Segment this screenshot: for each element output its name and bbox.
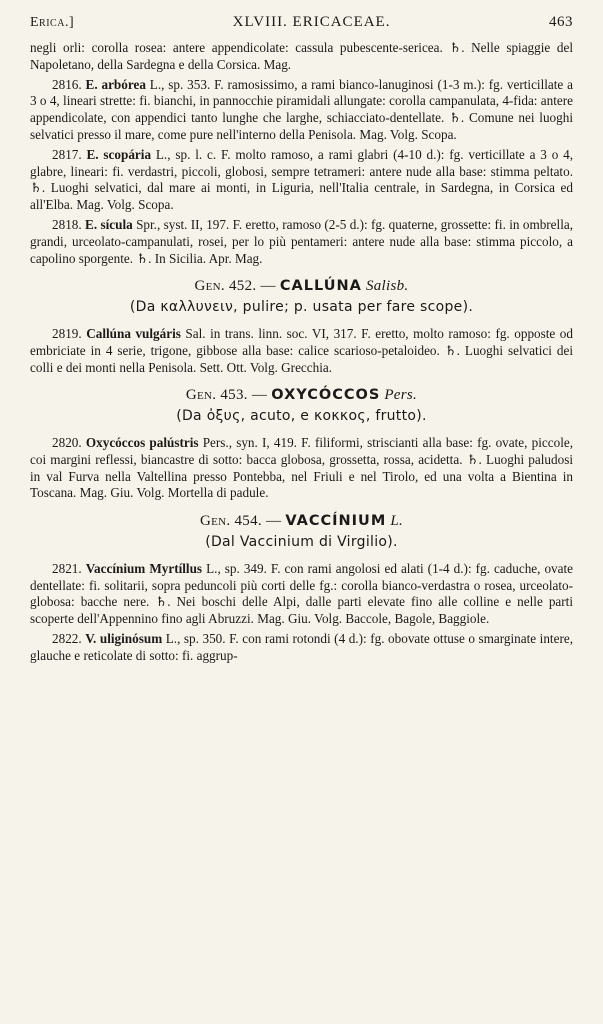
species-description: L., sp. l. c. F. molto ramoso, a rami glabri (4-10 d.): fg. verticillate a 3 o 4, glabre, lineari: fi. verdastri, piccoli, globosi, sempre tetrameri: antere nude alla base: stimma peltato. ♄. Luoghi selvatici, dal mare ai monti, in Liguria, nell'Italia centrale, in Sardegna, in Corsica ed all'Elba. Mag. Volg. Scopa.	[30, 146, 574, 213]
page-number: 463	[549, 14, 573, 30]
genus-dash: —	[266, 513, 282, 530]
species-entry-2822	[30, 631, 573, 665]
running-head	[30, 14, 573, 40]
genus-author: L.	[390, 513, 404, 530]
genus-dash: —	[251, 387, 268, 404]
species-name: V. uliginósum	[85, 630, 163, 646]
body-text	[30, 40, 573, 665]
species-name: E. sícula	[85, 216, 133, 232]
genus-etymology: (Dal Vaccinium di Virgilio).	[205, 533, 398, 550]
species-description: L., sp. 353. F. ramosissimo, a rami bianco-lanuginosi (1-3 m.): fg. verticillate a 3 o 4, lineari strette: fi. bianchi, in pannocchie piramidali allungate: corolla campanulata, 4-fida: antere appendicolate, con appendici tanto lunghe che larghe, schiacciato-dentellate. ♄. Comune nei luoghi selvatici presso il mare, come pure nell'interno della Penisola. Mag. Volg. Scopa.	[30, 76, 573, 142]
genus-heading-vaccinium	[30, 513, 573, 530]
genus-label: Gen. 454.	[199, 513, 262, 530]
species-name: Vaccínium Myrtíllus	[85, 560, 203, 576]
entry-number: 2820.	[52, 434, 82, 450]
entry-number: 2817.	[52, 146, 82, 162]
entry-number: 2821.	[52, 560, 82, 576]
entry-number: 2819.	[52, 325, 82, 341]
species-entry-2817	[30, 147, 573, 214]
genus-label: Gen. 452.	[194, 278, 257, 295]
genus-label: Gen. 453.	[185, 387, 248, 404]
running-head-left: Erica.]	[30, 15, 75, 30]
species-name: Oxycóccos palústris	[85, 434, 199, 450]
genus-heading-calluna	[30, 278, 573, 295]
genus-author: Pers.	[384, 387, 418, 404]
genus-etymology: (Da ὀξυς, acuto, e κοκκος, frutto).	[176, 408, 427, 425]
genus-dash: —	[260, 278, 276, 295]
entry-number: 2818.	[52, 216, 82, 232]
species-name: E. scopária	[86, 146, 152, 162]
species-description: Spr., syst. II, 197. F. eretto, ramoso (2-5 d.): fg. quaterne, grossette: fi. in ombrella, grandi, urceolato-campanulati, rosei, per lo più pentameri: antere nude alla base: stimma piccolo, a capolino sporgente. ♄. In Sicilia. Apr. Mag.	[30, 216, 574, 266]
species-entry-2816	[30, 77, 573, 144]
species-entry-2821	[30, 561, 573, 628]
genus-heading-oxycoccos	[30, 387, 573, 404]
species-entry-2820	[30, 435, 573, 502]
running-head-title: XLVIII. ERICACEAE.	[232, 14, 391, 30]
species-description: Pers., syn. I, 419. F. filiformi, striscianti alla base: fg. ovate, piccole, coi margini reflessi, biancastre di sotto: bacca globosa, grossetta, rossa, acidetta. ♄. Luoghi paludosi in val Furva nella Valtellina presso Pontebba, nel Friuli e nel Tirolo, ed una volta a Bientina in Toscana. Mag. Giu. Volg. Mortella di padule.	[30, 434, 574, 501]
species-entry-2819	[30, 326, 573, 376]
text-continuation: negli orli: corolla rosea: antere appendicolate: cassula pubescente-sericea. ♄. Nelle spiaggie del Napoletano, della Sardegna e della Corsica. Mag.	[30, 40, 573, 72]
species-description: L., sp. 349. F. con rami angolosi ed alati (1-4 d.): fg. caduche, ovate dentellate: fi. solitarii, sopra peduncoli più corti delle fg.: corolla bianco-verdastra o rosea, urceolato-globosa: bacche nere. ♄. Nei boschi delle Alpi, dalle parti elevate fino alle colline e nelle parti scoperte dell'Appennino fino agli Abruzzi. Mag. Giu. Volg. Baccole, Bagole, Baggiole.	[30, 560, 574, 627]
genus-author: Salisb.	[365, 278, 409, 295]
genus-name: CALLÚNA	[279, 278, 362, 295]
genus-name: VACCÍNIUM	[285, 513, 387, 530]
species-name: Callúna vulgáris	[86, 325, 181, 341]
species-entry-2818	[30, 217, 573, 267]
species-name: E. arbórea	[85, 76, 146, 92]
species-description: Sal. in trans. linn. soc. VI, 317. F. eretto, molto ramoso: fg. opposte od embriciate in 4 serie, trigone, gibbose alla base: calice scarioso-petaloideo. ♄. Luoghi selvatici dei colli e dei monti nella Penisola. Sett. Ott. Volg. Grecchia.	[30, 325, 573, 375]
entry-number: 2816.	[52, 76, 82, 92]
genus-name: OXYCÓCCOS	[271, 387, 381, 404]
species-description: L., sp. 350. F. con rami rotondi (4 d.): fg. obovate ottuse o smarginate intere, glauche e reticolate di sotto: fi. aggrup-	[30, 630, 573, 663]
entry-number: 2822.	[52, 630, 82, 646]
genus-etymology: (Da καλλυνειν, pulire; p. usata per fare scope).	[129, 299, 474, 316]
